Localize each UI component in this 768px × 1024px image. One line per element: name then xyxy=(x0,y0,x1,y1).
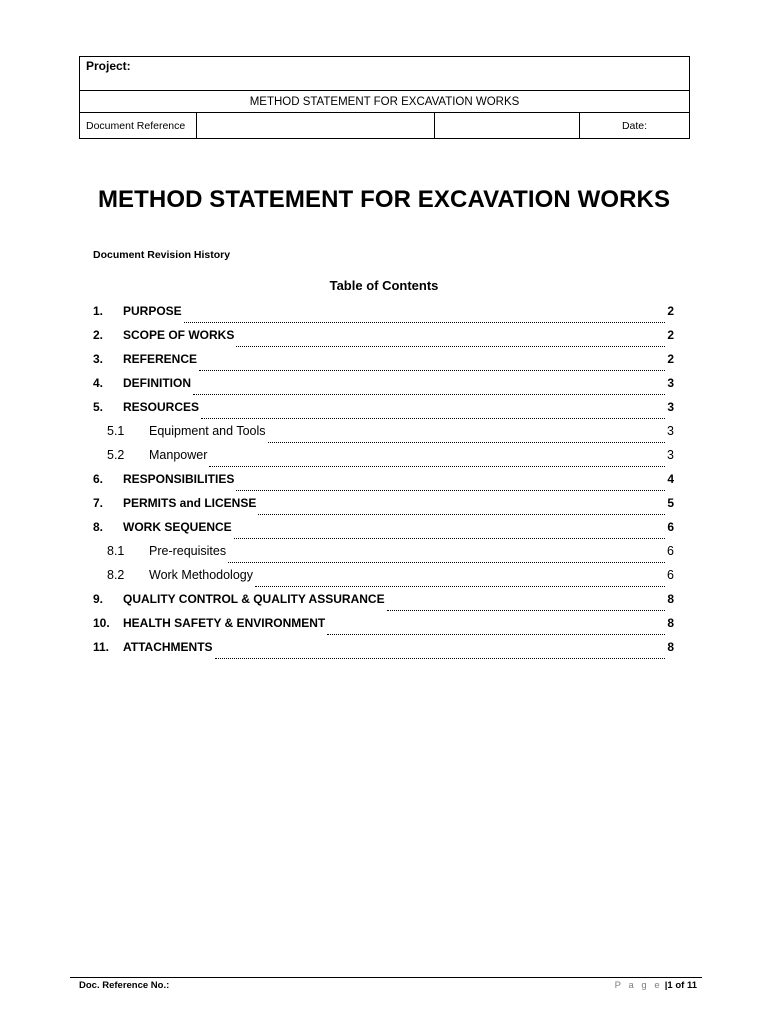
toc-entry[interactable] xyxy=(93,400,674,424)
toc-leader-dots xyxy=(184,322,666,323)
toc-entry-page: 6 xyxy=(667,568,674,582)
toc-entry[interactable] xyxy=(93,352,674,376)
toc-leader-dots xyxy=(236,346,665,347)
toc-leader-dots xyxy=(258,514,665,515)
toc-entry-label: Manpower xyxy=(149,448,208,462)
doc-reference-value-cell xyxy=(197,113,435,139)
toc-leader-dots xyxy=(209,466,665,467)
toc-entry[interactable] xyxy=(93,448,674,472)
toc-entry[interactable] xyxy=(93,616,674,640)
toc-leader-dots xyxy=(228,562,665,563)
toc-entry-number: 2. xyxy=(93,328,104,342)
main-title: METHOD STATEMENT FOR EXCAVATION WORKS xyxy=(97,186,671,213)
toc-entry[interactable] xyxy=(93,376,674,400)
toc-entry-label: QUALITY CONTROL & QUALITY ASSURANCE xyxy=(123,592,385,606)
toc-entry-page: 2 xyxy=(667,328,674,342)
toc-entry[interactable] xyxy=(93,592,674,616)
toc-entry-page: 8 xyxy=(667,592,674,606)
table-of-contents xyxy=(93,304,674,664)
toc-entry-label: DEFINITION xyxy=(123,376,191,390)
toc-entry-number: 8.2 xyxy=(107,568,125,582)
toc-entry[interactable] xyxy=(93,640,674,664)
toc-entry[interactable] xyxy=(93,328,674,352)
footer-page-info: 1 of 11 xyxy=(667,980,697,991)
toc-entry-number: 8. xyxy=(93,520,104,534)
header-document-title: METHOD STATEMENT FOR EXCAVATION WORKS xyxy=(80,91,690,113)
footer-page-number xyxy=(615,980,697,991)
toc-entry-number: 1. xyxy=(93,304,104,318)
toc-leader-dots xyxy=(255,586,665,587)
toc-entry-page: 3 xyxy=(667,424,674,438)
revision-history-label: Document Revision History xyxy=(93,249,231,261)
toc-entry[interactable] xyxy=(93,424,674,448)
toc-entry-number: 3. xyxy=(93,352,104,366)
footer-page-word: P a g e xyxy=(614,980,663,991)
doc-reference-label: Document Reference xyxy=(80,113,197,139)
toc-leader-dots xyxy=(327,634,665,635)
toc-entry[interactable] xyxy=(93,544,674,568)
toc-entry-number: 7. xyxy=(93,496,104,510)
toc-entry-label: Pre-requisites xyxy=(149,544,227,558)
toc-entry-label: ATTACHMENTS xyxy=(123,640,213,654)
toc-entry-number: 5.2 xyxy=(107,448,125,462)
toc-entry[interactable] xyxy=(93,520,674,544)
toc-leader-dots xyxy=(199,370,665,371)
toc-entry-label: Equipment and Tools xyxy=(149,424,266,438)
toc-entry-number: 8.1 xyxy=(107,544,125,558)
toc-entry-page: 3 xyxy=(667,448,674,462)
doc-reference-extra-cell xyxy=(435,113,580,139)
toc-entry-page: 3 xyxy=(667,400,674,414)
toc-entry-page: 4 xyxy=(667,472,674,486)
toc-entry-page: 2 xyxy=(667,304,674,318)
toc-entry-page: 3 xyxy=(667,376,674,390)
toc-entry[interactable] xyxy=(93,568,674,592)
toc-entry-page: 6 xyxy=(667,520,674,534)
toc-entry-number: 11. xyxy=(93,640,110,654)
toc-leader-dots xyxy=(387,610,666,611)
toc-entry-number: 5.1 xyxy=(107,424,125,438)
toc-entry-number: 6. xyxy=(93,472,104,486)
toc-entry-label: REFERENCE xyxy=(123,352,198,366)
document-header-table xyxy=(79,56,690,139)
date-label: Date: xyxy=(580,113,690,139)
toc-entry-number: 4. xyxy=(93,376,104,390)
toc-entry-page: 8 xyxy=(667,616,674,630)
toc-leader-dots xyxy=(201,418,665,419)
toc-entry-label: HEALTH SAFETY & ENVIRONMENT xyxy=(123,616,326,630)
toc-entry-number: 9. xyxy=(93,592,104,606)
toc-entry-page: 6 xyxy=(667,544,674,558)
toc-heading: Table of Contents xyxy=(329,278,439,293)
toc-leader-dots xyxy=(215,658,666,659)
footer-divider xyxy=(70,977,702,978)
toc-entry-label: SCOPE OF WORKS xyxy=(123,328,235,342)
toc-entry-label: WORK SEQUENCE xyxy=(123,520,232,534)
toc-leader-dots xyxy=(234,538,666,539)
toc-leader-dots xyxy=(193,394,665,395)
toc-entry-label: PERMITS and LICENSE xyxy=(123,496,257,510)
toc-entry-page: 8 xyxy=(667,640,674,654)
project-label: Project: xyxy=(80,57,690,91)
toc-entry[interactable] xyxy=(93,304,674,328)
toc-entry-page: 2 xyxy=(667,352,674,366)
toc-entry-number: 10. xyxy=(93,616,110,630)
toc-entry-label: Work Methodology xyxy=(149,568,253,582)
toc-entry-label: RESPONSIBILITIES xyxy=(123,472,235,486)
toc-leader-dots xyxy=(236,490,665,491)
toc-entry[interactable] xyxy=(93,496,674,520)
footer-page-separator: | xyxy=(664,980,668,991)
toc-entry-number: 5. xyxy=(93,400,104,414)
footer-doc-reference: Doc. Reference No.: xyxy=(79,980,170,991)
toc-entry-label: RESOURCES xyxy=(123,400,200,414)
toc-entry-label: PURPOSE xyxy=(123,304,182,318)
toc-entry-page: 5 xyxy=(667,496,674,510)
toc-leader-dots xyxy=(268,442,666,443)
toc-entry[interactable] xyxy=(93,472,674,496)
